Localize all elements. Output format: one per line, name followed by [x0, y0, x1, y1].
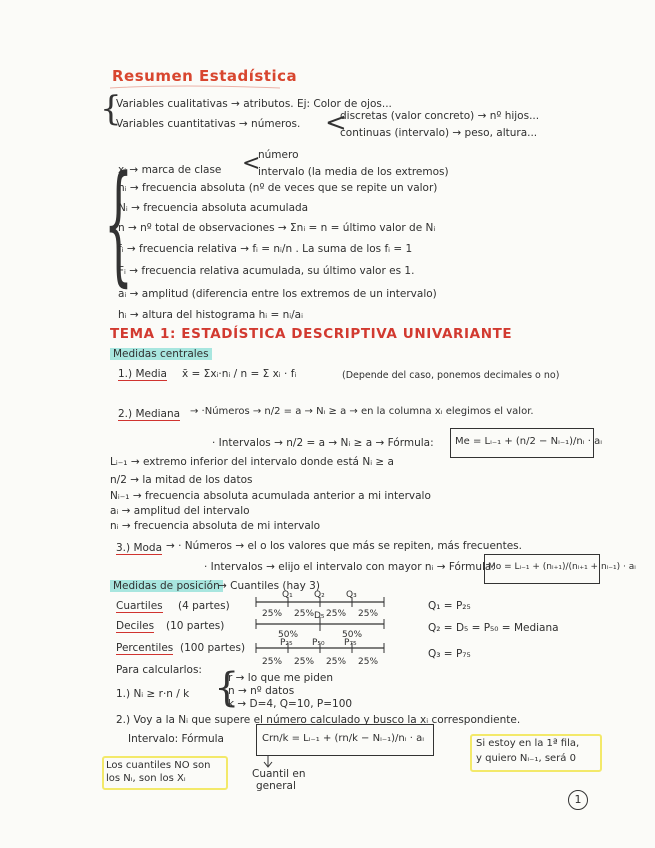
medidas-posicion-heading: Medidas de posición — [110, 580, 223, 592]
mediana-note-3: Nᵢ₋₁ → frecuencia absoluta acumulada anterior a mi intervalo — [110, 490, 431, 502]
page-number: 1 — [568, 790, 588, 810]
xi-bottom: intervalo (la media de los extremos) — [258, 166, 449, 178]
eq-q3: Q₃ = P₇₅ — [428, 648, 471, 660]
eq-q1: Q₁ = P₂₅ — [428, 600, 471, 612]
xi-brace: < — [242, 151, 261, 176]
pct50-label: 50% — [278, 630, 299, 640]
xi-label: xᵢ → marca de clase — [118, 164, 222, 176]
brace: < — [325, 108, 347, 138]
cuantil-2: general — [256, 780, 296, 792]
calculo-intervalo: Intervalo: Fórmula — [128, 733, 224, 745]
p75-label: P₇₅ — [344, 638, 357, 648]
pct-label: 25% — [358, 609, 379, 619]
var-discretas: discretas (valor concreto) → nº hijos... — [340, 110, 540, 122]
def-ai: aᵢ → amplitud (diferencia entre los extremos de un intervalo) — [118, 288, 437, 300]
q1-label: Q₁ — [282, 590, 293, 600]
cuantil-1: Cuantil en — [252, 768, 306, 780]
moda-numeros: → · Números → el o los valores que más se repiten, más frecuentes. — [166, 540, 522, 552]
calculo-formula: Crn/k = Lᵢ₋₁ + (rn/k − Nᵢ₋₁)/nᵢ · aᵢ — [262, 733, 425, 744]
note-right-2: y quiero Nᵢ₋₁, será 0 — [476, 753, 576, 764]
media-label: 1.) Media — [118, 368, 167, 380]
media-note: (Depende del caso, ponemos decimales o no) — [342, 370, 560, 381]
percentiles-label: Percentiles — [116, 642, 174, 654]
def-ni: nᵢ → frecuencia absoluta (nº de veces que se repite un valor) — [118, 182, 438, 194]
d5-label: D₅ — [314, 611, 325, 621]
medidas-centrales-heading: Medidas centrales — [110, 348, 212, 360]
mediana-note-4: aᵢ → amplitud del intervalo — [110, 505, 250, 517]
calculo-r: r → lo que me piden — [228, 672, 333, 684]
note-left-1: Los cuantiles NO son — [106, 760, 211, 771]
note-right-1: Si estoy en la 1ª fila, — [476, 738, 580, 749]
page-title: Resumen Estadística — [112, 67, 298, 85]
deciles-label: Deciles — [116, 620, 155, 632]
pct-label: 25% — [294, 657, 315, 667]
mediana-formula: Me = Lᵢ₋₁ + (n/2 − Nᵢ₋₁)/nᵢ · aᵢ — [455, 436, 603, 447]
pct-label: 25% — [326, 609, 347, 619]
var-continuas: continuas (intervalo) → peso, altura... — [340, 127, 538, 139]
def-Fi: Fᵢ → frecuencia relativa acumulada, su último valor es 1. — [118, 265, 415, 277]
cuartiles-parts: (4 partes) — [178, 600, 230, 612]
moda-intervalos: · Intervalos → elijo el intervalo con mayor nᵢ → Fórmula: — [204, 561, 495, 573]
mediana-label: 2.) Mediana — [118, 408, 181, 420]
q2-label: Q₂ — [314, 590, 325, 600]
note-left-2: los Nᵢ, son los Xᵢ — [106, 773, 186, 784]
calculo-n: n → nº datos — [228, 685, 295, 697]
mediana-intervalos: · Intervalos → n/2 = a → Nᵢ ≥ a → Fórmula: — [212, 437, 434, 449]
brace: { — [104, 147, 133, 299]
pct-label: 25% — [262, 657, 283, 667]
deciles-parts: (10 partes) — [166, 620, 225, 632]
calculo-step2: 2.) Voy a la Nᵢ que supere el número calculado y busco la xᵢ correspondiente. — [116, 714, 521, 726]
tema-heading: TEMA 1: ESTADÍSTICA DESCRIPTIVA UNIVARIANTE — [110, 326, 513, 342]
cuartiles-label: Cuartiles — [116, 600, 163, 612]
mediana-note-1: Lᵢ₋₁ → extremo inferior del intervalo donde está Nᵢ ≥ a — [110, 456, 394, 468]
def-hi: hᵢ → altura del histograma hᵢ = nᵢ/aᵢ — [118, 309, 303, 321]
p50-label: P₅₀ — [312, 638, 325, 648]
p25-label: P₂₅ — [280, 638, 293, 648]
moda-label: 3.) Moda — [116, 542, 163, 554]
mediana-numeros: → ·Números → n/2 = a → Nᵢ ≥ a → en la columna xᵢ elegimos el valor. — [190, 406, 534, 417]
percentiles-parts: (100 partes) — [180, 642, 246, 654]
xi-top: número — [258, 149, 299, 161]
pct-label: 25% — [358, 657, 379, 667]
media-formula: x̄ = Σxᵢ·nᵢ / n = Σ xᵢ · fᵢ — [182, 368, 297, 380]
calculo-heading: Para calcularlos: — [116, 664, 202, 676]
pct50-label: 50% — [342, 630, 363, 640]
var-cuantitativas: Variables cuantitativas → números. — [116, 118, 301, 130]
mediana-note-5: nᵢ → frecuencia absoluta de mi intervalo — [110, 520, 321, 532]
pct-label: 25% — [262, 609, 283, 619]
def-n: n → nº total de observaciones → Σnᵢ = n = último valor de Nᵢ — [118, 222, 436, 234]
def-Ni: Nᵢ → frecuencia absoluta acumulada — [118, 202, 309, 214]
eq-q2: Q₂ = D₅ = P₅₀ = Mediana — [428, 622, 559, 634]
pct-label: 25% — [294, 609, 315, 619]
mediana-note-2: n/2 → la mitad de los datos — [110, 474, 253, 486]
calculo-step1: 1.) Nᵢ ≥ r·n / k — [116, 688, 190, 700]
def-fi: fᵢ → frecuencia relativa → fᵢ = nᵢ/n . La suma de los fᵢ = 1 — [118, 243, 413, 255]
brace: { — [100, 89, 122, 129]
brace: { — [214, 665, 240, 711]
cuantiles-label: → Cuantiles (hay 3) — [218, 580, 320, 592]
q3-label: Q₃ — [346, 590, 357, 600]
calculo-k: k → D=4, Q=10, P=100 — [228, 698, 353, 710]
var-cualitativas: Variables cualitativas → atributos. Ej: Color de ojos... — [116, 98, 392, 110]
moda-formula: Mo = Lᵢ₋₁ + (nᵢ₊₁)/(nᵢ₊₁ + nᵢ₋₁) · aᵢ — [488, 562, 636, 572]
pct-label: 25% — [326, 657, 347, 667]
